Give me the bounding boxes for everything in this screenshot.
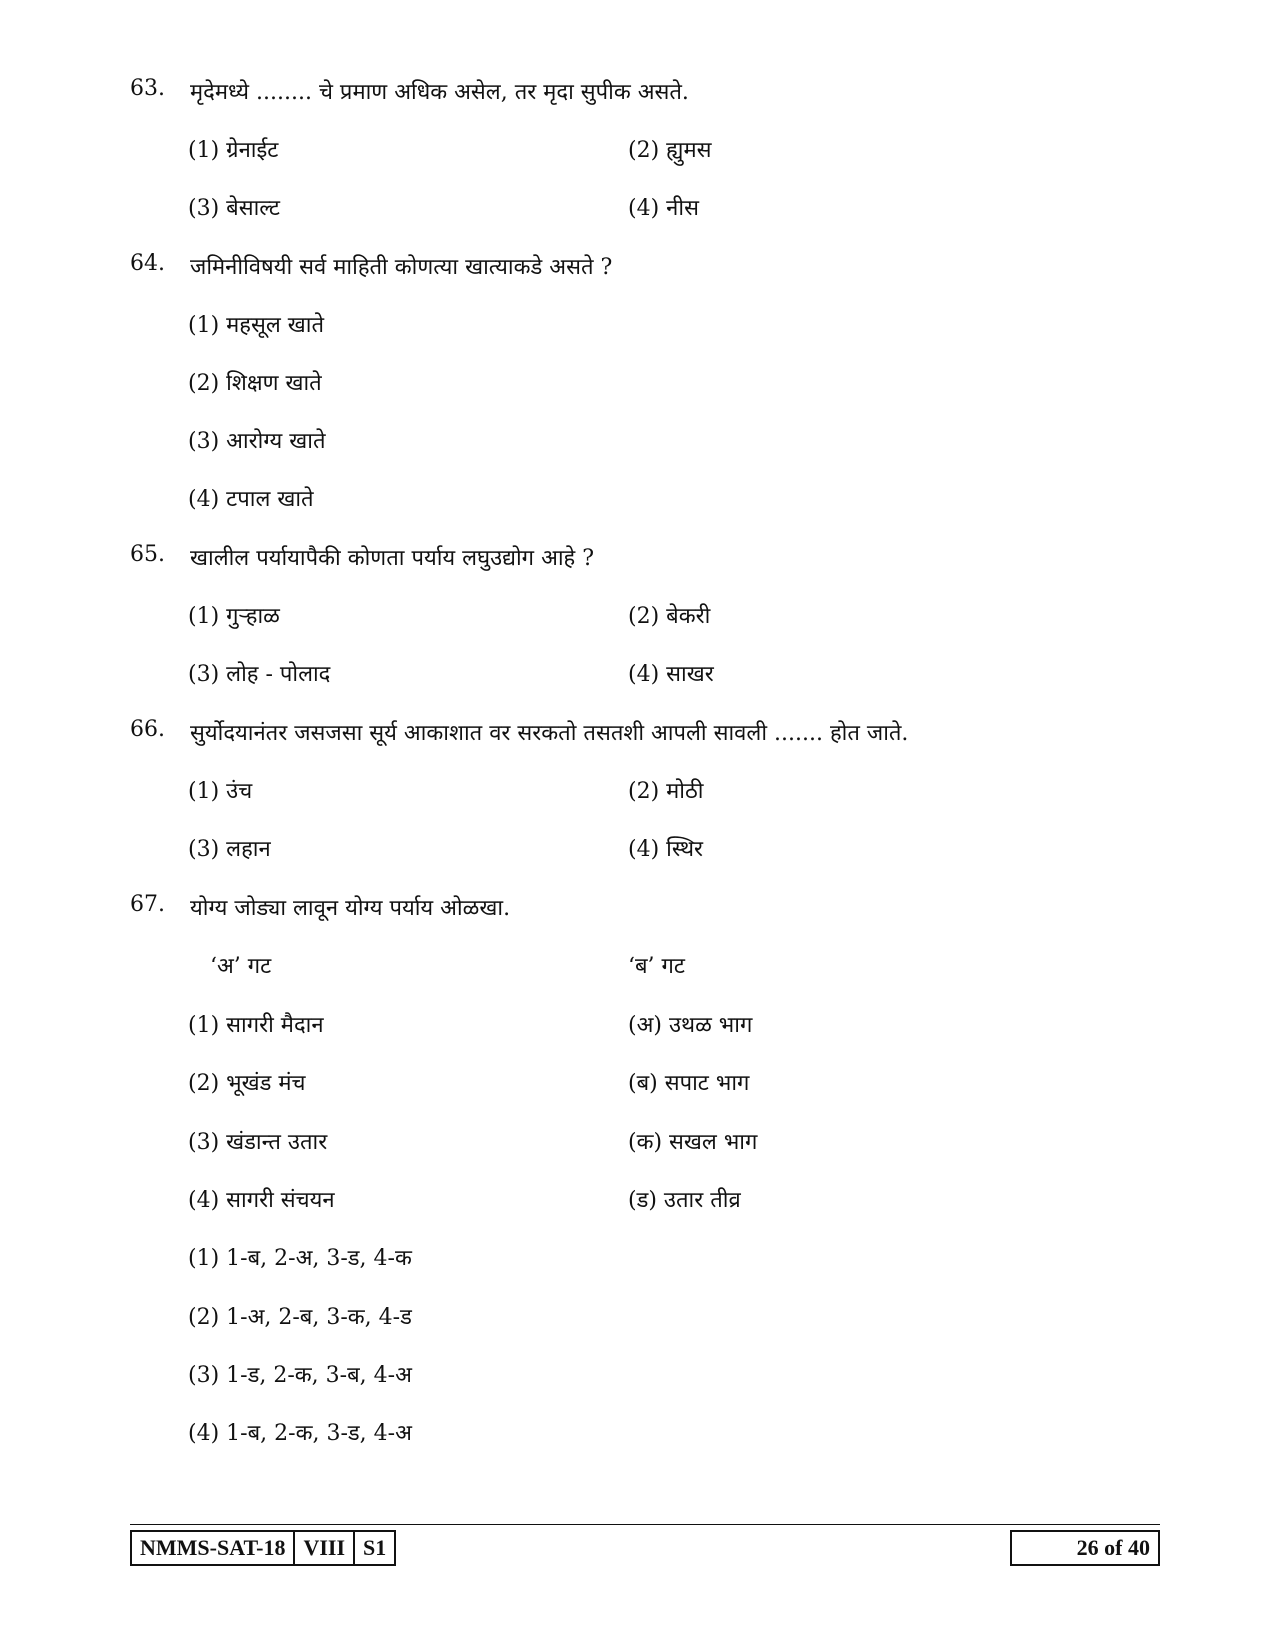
question-number: 65. bbox=[130, 542, 165, 567]
paper-code: NMMS-SAT-18 bbox=[132, 1532, 295, 1564]
question-number: 63. bbox=[130, 76, 165, 101]
group-a-item: (2) भूखंड मंच bbox=[188, 1071, 306, 1096]
option: (4) साखर bbox=[628, 662, 714, 687]
page-footer bbox=[130, 1530, 1160, 1566]
group-a-item: (3) खंडान्त उतार bbox=[188, 1130, 328, 1155]
option: (4) टपाल खाते bbox=[188, 487, 314, 512]
group-b-heading: ‘ब’ गट bbox=[628, 954, 686, 979]
group-a-item: (4) सागरी संचयन bbox=[188, 1188, 335, 1213]
question-text: जमिनीविषयी सर्व माहिती कोणत्या खात्याकडे असते ? bbox=[190, 255, 613, 280]
group-b-item: (ड) उतार तीव्र bbox=[628, 1188, 741, 1213]
option: (4) नीस bbox=[628, 196, 699, 221]
option: (3) 1-ड, 2-क, 3-ब, 4-अ bbox=[188, 1363, 412, 1388]
set-code: S1 bbox=[363, 1535, 387, 1560]
question-text: सुर्योदयानंतर जसजसा सूर्य आकाशात वर सरकतो तसतशी आपली सावली ....... होत जाते. bbox=[190, 721, 909, 746]
option: (3) आरोग्य खाते bbox=[188, 429, 326, 454]
group-b-item: (क) सखल भाग bbox=[628, 1130, 758, 1155]
option: (2) बेकरी bbox=[628, 604, 711, 629]
group-b-item: (अ) उथळ भाग bbox=[628, 1013, 753, 1038]
group-b-item: (ब) सपाट भाग bbox=[628, 1071, 750, 1096]
option: (1) महसूल खाते bbox=[188, 313, 325, 338]
question-text: खालील पर्यायापैकी कोणता पर्याय लघुउद्योग आहे ? bbox=[190, 546, 595, 571]
question-text: योग्य जोड्या लावून योग्य पर्याय ओळखा. bbox=[190, 896, 511, 921]
paper-code-box bbox=[130, 1530, 396, 1566]
page-number-box bbox=[1010, 1530, 1160, 1566]
option: (3) बेसाल्ट bbox=[188, 196, 280, 221]
option: (1) उंच bbox=[188, 779, 253, 804]
group-a-item: (1) सागरी मैदान bbox=[188, 1013, 324, 1038]
footer-divider bbox=[130, 1524, 1160, 1525]
question-text: मृदेमध्ये ........ चे प्रमाण अधिक असेल, तर मृदा सुपीक असते. bbox=[190, 80, 689, 105]
option: (1) 1-ब, 2-अ, 3-ड, 4-क bbox=[188, 1246, 412, 1271]
option: (3) लोह - पोलाद bbox=[188, 662, 331, 687]
group-a-heading: ‘अ’ गट bbox=[210, 954, 272, 979]
option: (4) स्थिर bbox=[628, 837, 704, 862]
question-number: 67. bbox=[130, 892, 165, 917]
option: (1) ग्रेनाईट bbox=[188, 138, 279, 163]
option: (3) लहान bbox=[188, 837, 271, 862]
standard: VIII bbox=[295, 1532, 355, 1564]
question-number: 66. bbox=[130, 717, 165, 742]
option: (2) 1-अ, 2-ब, 3-क, 4-ड bbox=[188, 1305, 412, 1330]
option: (1) गुऱ्हाळ bbox=[188, 604, 280, 629]
question-number: 64. bbox=[130, 251, 165, 276]
option: (2) ह्युमस bbox=[628, 138, 712, 163]
option: (2) शिक्षण खाते bbox=[188, 371, 322, 396]
option: (4) 1-ब, 2-क, 3-ड, 4-अ bbox=[188, 1421, 412, 1446]
page-number: 26 of 40 bbox=[1076, 1535, 1150, 1560]
option: (2) मोठी bbox=[628, 779, 704, 804]
